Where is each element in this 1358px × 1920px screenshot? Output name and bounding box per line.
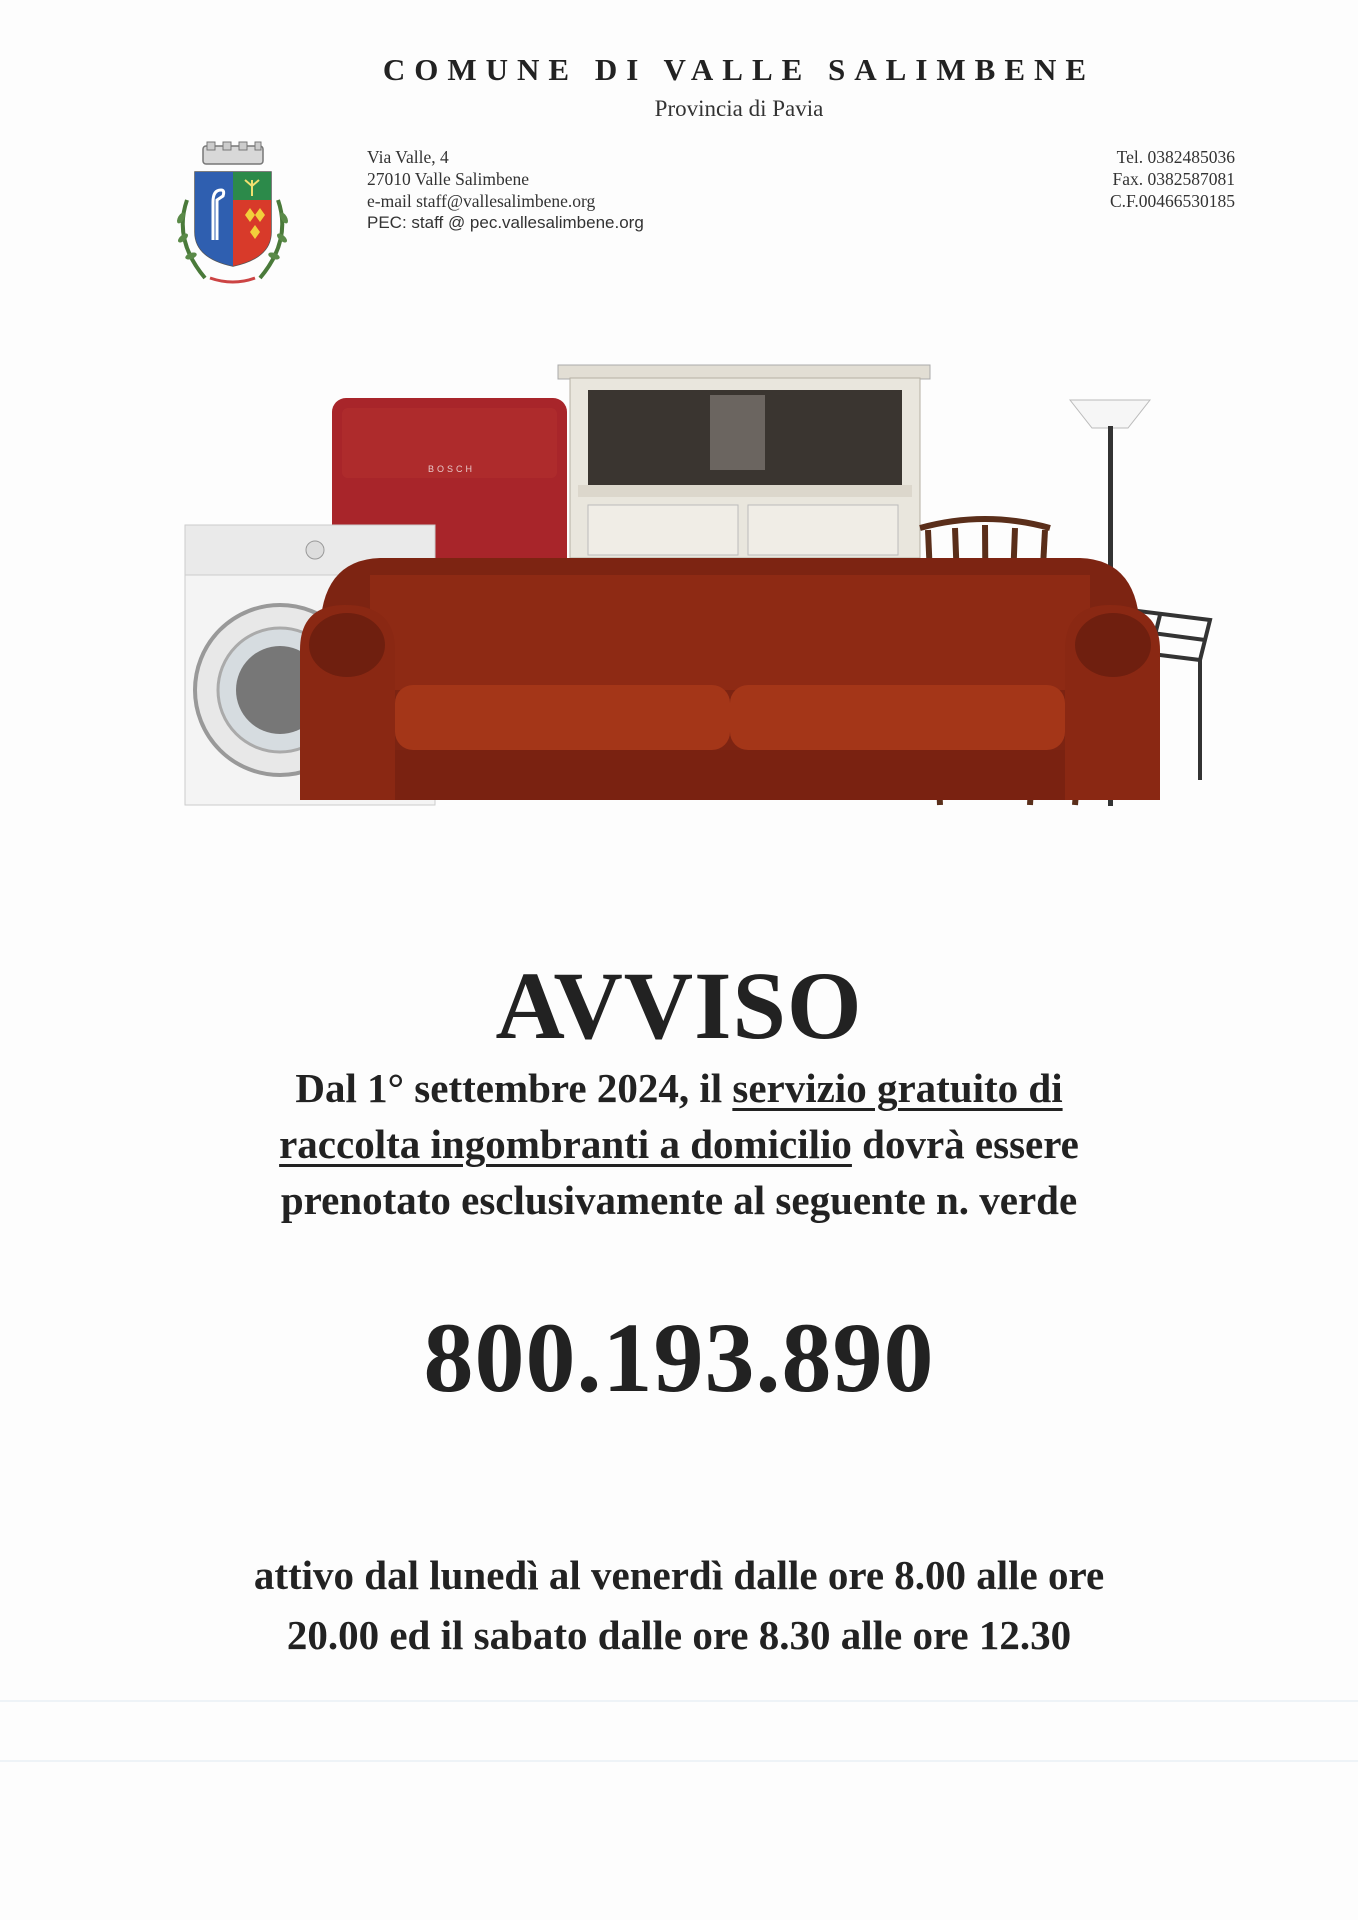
notice-text-must: dovrà essere <box>851 1121 1079 1167</box>
notice-title: AVVISO <box>495 952 863 1059</box>
notice-line-2 <box>130 1116 1228 1172</box>
crown-icon <box>203 142 263 164</box>
service-hours <box>100 1545 1258 1665</box>
address-city: 27010 Valle Salimbene <box>367 169 530 189</box>
address-block <box>367 146 644 234</box>
cabinet-icon <box>558 365 930 558</box>
svg-text:BOSCH: BOSCH <box>428 464 476 474</box>
contact-block <box>1110 146 1235 212</box>
scan-artifact <box>0 1700 1358 1702</box>
notice-line-1 <box>130 1060 1228 1116</box>
bulky-waste-illustration <box>180 360 1240 810</box>
coat-of-arms-icon <box>165 140 300 290</box>
address-street: Via Valle, 4 <box>367 147 449 167</box>
address-pec: PEC: staff @ pec.vallesalimbene.org <box>367 213 644 232</box>
notice-text-intro: Dal 1° settembre 2024, il <box>295 1065 733 1111</box>
service-hours-line-2: 20.00 ed il sabato dalle ore 8.30 alle ore 12.30 <box>286 1612 1072 1658</box>
address-email: e-mail staff@vallesalimbene.org <box>367 191 596 211</box>
contact-tax-code: C.F.00466530185 <box>1109 191 1235 211</box>
notice-underlined-service: servizio gratuito di <box>732 1065 1063 1111</box>
contact-fax: Fax. 0382587081 <box>1112 169 1235 189</box>
notice-line-3: prenotato esclusivamente al seguente n. verde <box>280 1177 1078 1223</box>
toll-free-number: 800.193.890 <box>423 1302 935 1413</box>
contact-phone: Tel. 0382485036 <box>1116 147 1235 167</box>
notice-body <box>130 1060 1228 1228</box>
municipality-name: COMUNE DI VALLE SALIMBENE <box>382 52 1096 87</box>
scan-artifact <box>0 1760 1358 1762</box>
province-name: Provincia di Pavia <box>654 96 824 121</box>
sofa-icon <box>300 558 1160 800</box>
service-hours-line-1: attivo dal lunedì al venerdì dalle ore 8.00 alle ore <box>253 1552 1105 1598</box>
notice-underlined-collection: raccolta ingombranti a domicilio <box>279 1121 852 1167</box>
